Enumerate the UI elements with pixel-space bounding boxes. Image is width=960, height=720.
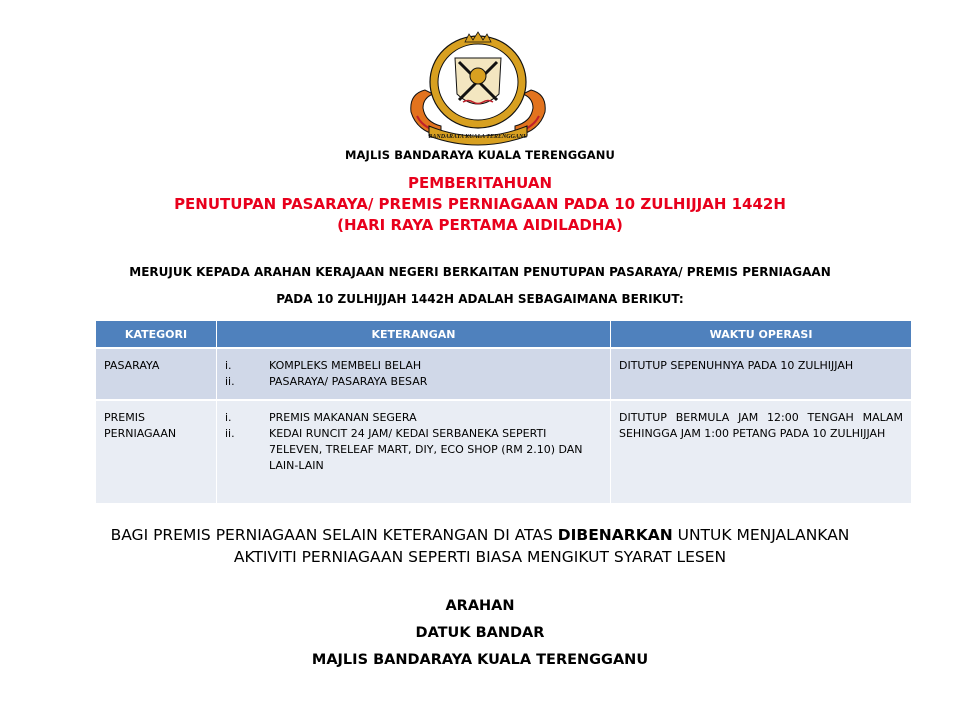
permission-text-start: BAGI PREMIS PERNIAGAAN SELAIN KETERANGAN DI ATAS: [110, 526, 558, 544]
intro-line-1: MERUJUK KEPADA ARAHAN KERAJAAN NEGERI BERKAITAN PENUTUPAN PASARAYA/ PREMIS PERNIAGAAN: [129, 265, 831, 279]
list-text: PASARAYA/ PASARAYA BESAR: [269, 375, 428, 388]
permission-text-end: UNTUK MENJALANKAN: [672, 526, 850, 544]
list-number: i.: [225, 359, 232, 372]
signature-instruction: ARAHAN: [445, 598, 515, 614]
permission-line-2: AKTIVITI PERNIAGAAN SEPERTI BIASA MENGIKUT SYARAT LESEN: [233, 548, 727, 566]
notice-subject: PENUTUPAN PASARAYA/ PREMIS PERNIAGAAN PADA 10 ZULHIJJAH 1442H: [174, 195, 786, 213]
list-text: KOMPLEKS MEMBELI BELAH: [269, 359, 422, 372]
permission-notice: [0, 524, 960, 568]
notice-occasion: (HARI RAYA PERTAMA AIDILADHA): [337, 216, 623, 234]
operations-table: [96, 321, 912, 503]
list-item: [225, 358, 602, 374]
logo-banner-text: BANDARAYA KUALA TERENGGANU: [428, 134, 528, 140]
row-hours: DITUTUP BERMULA JAM 12:00 TENGAH MALAM SEHINGGA JAM 1:00 PETANG PADA 10 ZULHIJJAH: [611, 400, 912, 503]
table-row: [96, 400, 912, 503]
notice-heading: PEMBERITAHUAN: [407, 174, 553, 192]
list-item: [225, 374, 602, 390]
list-text: KEDAI RUNCIT 24 JAM/ KEDAI SERBANEKA SEPERTI 7ELEVEN, TRELEAF MART, DIY, ECO SHOP (RM 2.10) DAN LAIN-LAIN: [269, 427, 583, 472]
list-item: [225, 410, 602, 426]
signature-title: DATUK BANDAR: [415, 625, 545, 641]
header-waktu-operasi: WAKTU OPERASI: [611, 321, 912, 348]
table-header-row: [96, 321, 912, 348]
header-keterangan: KETERANGAN: [217, 321, 611, 348]
row-category: PASARAYA: [96, 348, 217, 400]
list-number: i.: [225, 411, 232, 424]
row-description: [217, 348, 611, 400]
row-hours: DITUTUP SEPENUHNYA PADA 10 ZULHIJJAH: [611, 348, 912, 400]
list-item: [225, 426, 602, 474]
intro-line-2: PADA 10 ZULHIJJAH 1442H ADALAH SEBAGAIMANA BERIKUT:: [276, 292, 684, 306]
list-text: PREMIS MAKANAN SEGERA: [269, 411, 417, 424]
signature-organization: MAJLIS BANDARAYA KUALA TERENGGANU: [311, 652, 649, 668]
table-row: [96, 348, 912, 400]
permission-line-1: [0, 524, 960, 546]
row-category: PREMIS PERNIAGAAN: [96, 400, 217, 503]
list-number: ii.: [225, 375, 235, 388]
council-crest-logo: [403, 28, 553, 148]
organization-name: MAJLIS BANDARAYA KUALA TERENGGANU: [345, 148, 615, 162]
row-description: [217, 400, 611, 503]
list-number: ii.: [225, 427, 235, 440]
permission-emphasis: DIBENARKAN: [557, 526, 673, 544]
header-kategori: KATEGORI: [96, 321, 217, 348]
